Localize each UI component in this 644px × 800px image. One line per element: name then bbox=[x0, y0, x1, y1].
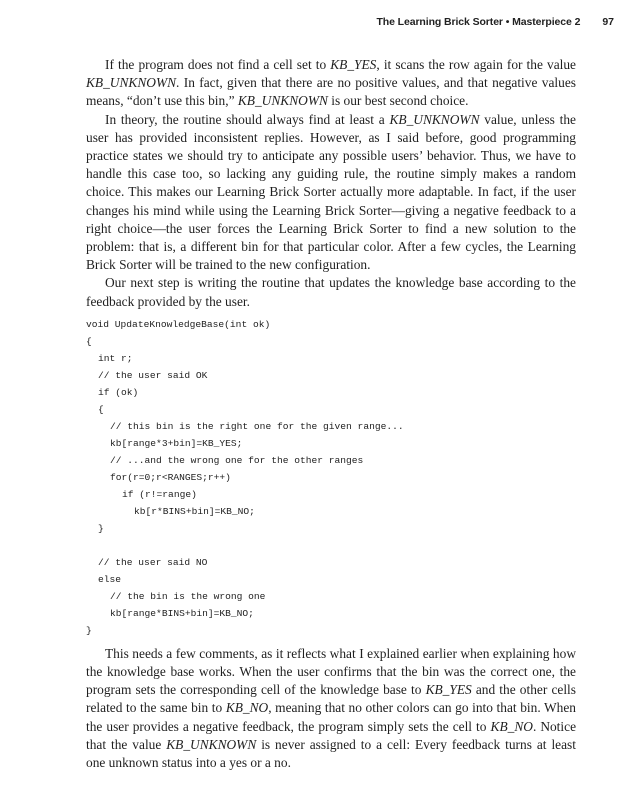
running-title-group bbox=[376, 16, 580, 28]
text-run: If the program does not find a cell set to bbox=[105, 57, 331, 72]
text-run: , it scans the row again for the value bbox=[376, 57, 576, 72]
code-line: if (ok) bbox=[98, 386, 139, 398]
code-line: // the bin is the wrong one bbox=[110, 590, 266, 602]
code-line: void UpdateKnowledgeBase(int ok) bbox=[86, 318, 271, 330]
code-listing bbox=[86, 316, 576, 639]
text-run: , meaning that no other colors can go into that bin. When the user provides a negative feedback, the program simply sets the cell to bbox=[86, 700, 577, 734]
page-body bbox=[86, 56, 576, 772]
text-run: and the other cells related to the same bin to bbox=[86, 682, 576, 716]
code-term: KB_YES bbox=[425, 682, 472, 698]
code-line: kb[r*BINS+bin]=KB_NO; bbox=[134, 505, 255, 517]
code-blank-line bbox=[86, 537, 576, 554]
running-header bbox=[376, 16, 614, 28]
text-run: . In fact, given that there are no positive values, and that negative values means, “don’t use this bin,” bbox=[86, 75, 576, 109]
text-run: Our next step is writing the routine that updates the knowledge base according to the feedback provided by the user. bbox=[86, 275, 576, 309]
code-line: else bbox=[98, 573, 122, 585]
code-line: // ...and the wrong one for the other ranges bbox=[110, 454, 364, 466]
text-run: value, unless the user has provided inconsistent replies. However, as I said before, good programming practice states we should try to anticipate any possible users’ behavior. Thus, we have to handle this case too, so lacking any guiding rule, the routine simply makes a random choice. This makes our Learning Brick Sorter actually more adaptable. In fact, if the user changes his mind while using the Learning Brick Sorter—giving a negative feedback to a right choice—the user forces the Learning Brick Sorter to find a new solution to the problem: that is, a different bin for that particular color. After a few cycles, the Learning Brick Sorter will be trained to the new configuration. bbox=[86, 111, 576, 273]
code-line: // the user said OK bbox=[98, 369, 208, 381]
running-title: The Learning Brick Sorter bbox=[376, 16, 503, 28]
paragraph-2 bbox=[86, 111, 576, 275]
text-run: This needs a few comments, as it reflects what I explained earlier when explaining how the knowledge base works. When the user confirms that the bin was the correct one, the program sets the corresponding cell of the knowledge base to bbox=[86, 645, 576, 698]
code-line: { bbox=[86, 335, 92, 347]
code-line: // this bin is the right one for the given range... bbox=[110, 420, 404, 432]
code-line: if (r!=range) bbox=[122, 488, 197, 500]
code-term: KB_UNKNOWN bbox=[86, 75, 177, 91]
paragraph-3 bbox=[86, 274, 576, 310]
text-run: is our best second choice. bbox=[327, 93, 469, 109]
code-line: } bbox=[86, 624, 92, 636]
header-separator: • bbox=[505, 16, 510, 28]
code-line: { bbox=[98, 403, 104, 415]
code-line: // the user said NO bbox=[98, 556, 208, 568]
code-term: KB_UNKNOWN bbox=[237, 93, 328, 109]
code-term: KB_UNKNOWN bbox=[166, 736, 257, 752]
code-term: KB_UNKNOWN bbox=[389, 111, 480, 127]
text-run: . Notice that the value bbox=[86, 718, 577, 752]
text-run: In theory, the routine should always find at least a bbox=[105, 111, 390, 127]
code-term: KB_NO bbox=[225, 700, 269, 716]
code-line: } bbox=[98, 522, 104, 534]
code-line: kb[range*3+bin]=KB_YES; bbox=[110, 437, 243, 449]
code-line: for(r=0;r<RANGES;r++) bbox=[110, 471, 231, 483]
section-title: Masterpiece 2 bbox=[512, 16, 581, 28]
text-run: is never assigned to a cell: Every feedback turns at least one unknown status into a yes or a no. bbox=[86, 736, 576, 771]
code-line: int r; bbox=[98, 352, 133, 364]
paragraph-4 bbox=[86, 645, 576, 772]
code-term: KB_YES bbox=[330, 57, 377, 72]
code-term: KB_NO bbox=[490, 718, 533, 734]
page-number: 97 bbox=[602, 16, 614, 28]
code-line: kb[range*BINS+bin]=KB_NO; bbox=[110, 607, 254, 619]
paragraph-1 bbox=[86, 56, 576, 111]
